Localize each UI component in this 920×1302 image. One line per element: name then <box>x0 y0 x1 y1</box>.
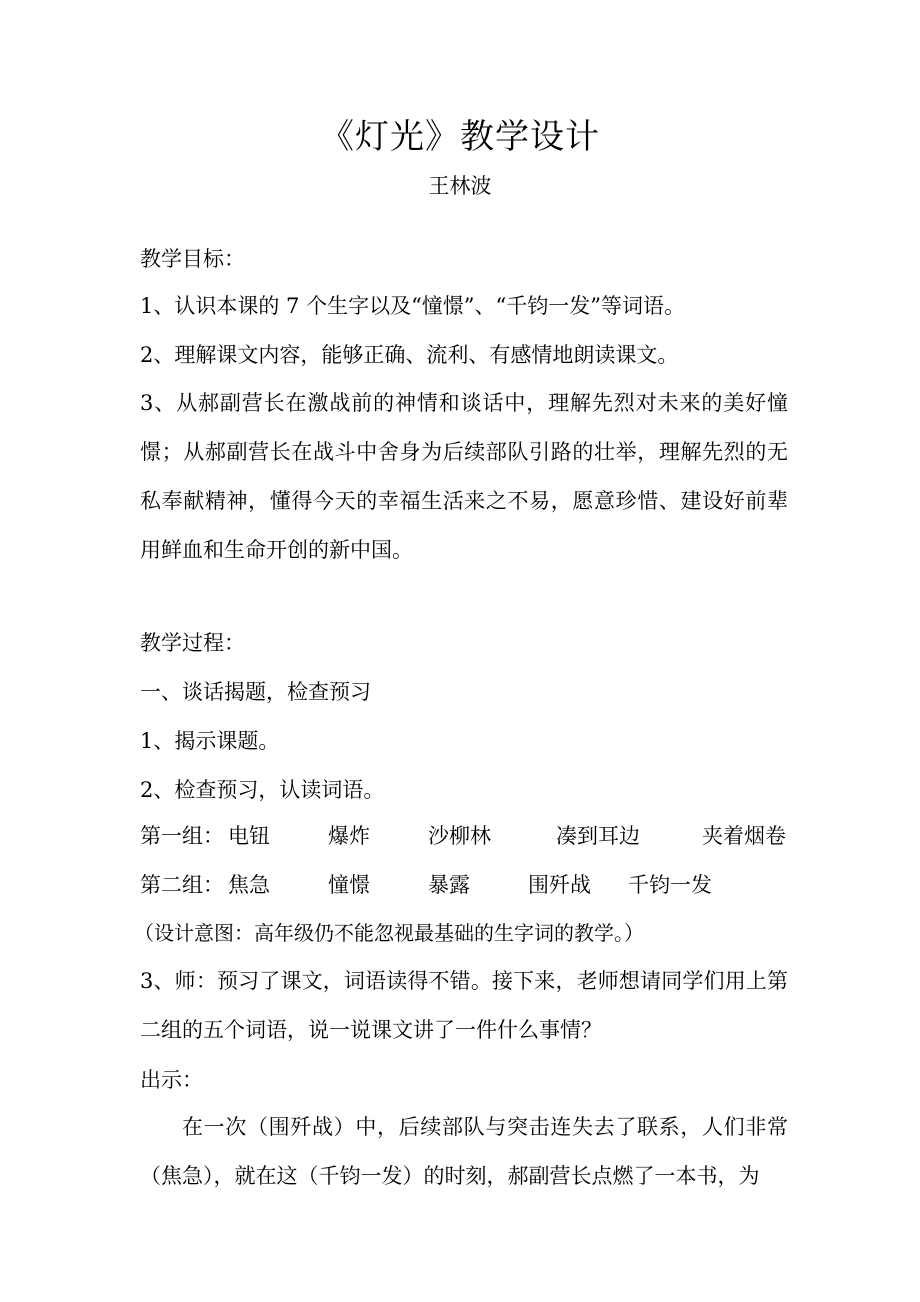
show-label: 出示： <box>140 1068 203 1092</box>
step-1: 1、揭示课题。 <box>140 729 280 753</box>
word-group-1-item: 凑到耳边 <box>556 824 640 848</box>
objective-item-3: 3、从郝副营长在激战前的神情和谈话中，理解先烈对未来的美好憧憬；从郝副营长在战斗中舍身为后续部队引路的壮举，理解先烈的无私奉献精神，懂得今天的幸福生活来之不易，愿意珍惜、建设好前辈用鲜血和生命开创的新中国。 <box>140 391 788 562</box>
section-1-heading: 一、谈话揭题，检查预习 <box>140 680 371 704</box>
word-group-1-item: 沙柳林 <box>428 824 491 848</box>
word-group-2-item: 暴露 <box>428 873 470 897</box>
show-text: 在一次（围歼战）中，后续部队与突击连失去了联系，人们非常（焦急），就在这（千钧一发）的时刻，郝副营长点燃了一本书，为 <box>140 1115 788 1188</box>
process-heading: 教学过程： <box>140 631 245 655</box>
document-title: 《灯光》教学设计 <box>320 117 600 157</box>
word-group-2-item: 围歼战 <box>528 873 591 897</box>
objective-item-2: 2、理解课文内容，能够正确、流利、有感情地朗读课文。 <box>140 343 679 367</box>
objectives-heading: 教学目标： <box>140 247 245 271</box>
word-group-2-item: 憧憬 <box>328 873 370 897</box>
word-group-2 <box>140 869 774 901</box>
word-group-1-item: 夹着烟卷 <box>702 824 786 848</box>
word-group-2-item: 千钧一发 <box>628 873 712 897</box>
step-2: 2、检查预习，认读词语。 <box>140 778 385 802</box>
word-group-1 <box>140 820 848 852</box>
word-group-2-label: 第二组： <box>140 873 224 897</box>
design-intent-note: （设计意图：高年级仍不能忽视最基础的生字词的教学。） <box>134 921 644 945</box>
word-group-1-label: 第一组： <box>140 824 224 848</box>
step-3: 3、师：预习了课文，词语读得不错。接下来，老师想请同学们用上第二组的五个词语，说一说课文讲了一件什么事情？ <box>140 969 788 1042</box>
word-group-1-item: 电钮 <box>228 824 270 848</box>
objective-item-1: 1、认识本课的 7 个生字以及“憧憬”、“千钧一发”等词语。 <box>140 294 686 318</box>
word-group-2-item: 焦急 <box>228 873 270 897</box>
document-author: 王林波 <box>428 174 492 198</box>
word-group-1-item: 爆炸 <box>328 824 370 848</box>
